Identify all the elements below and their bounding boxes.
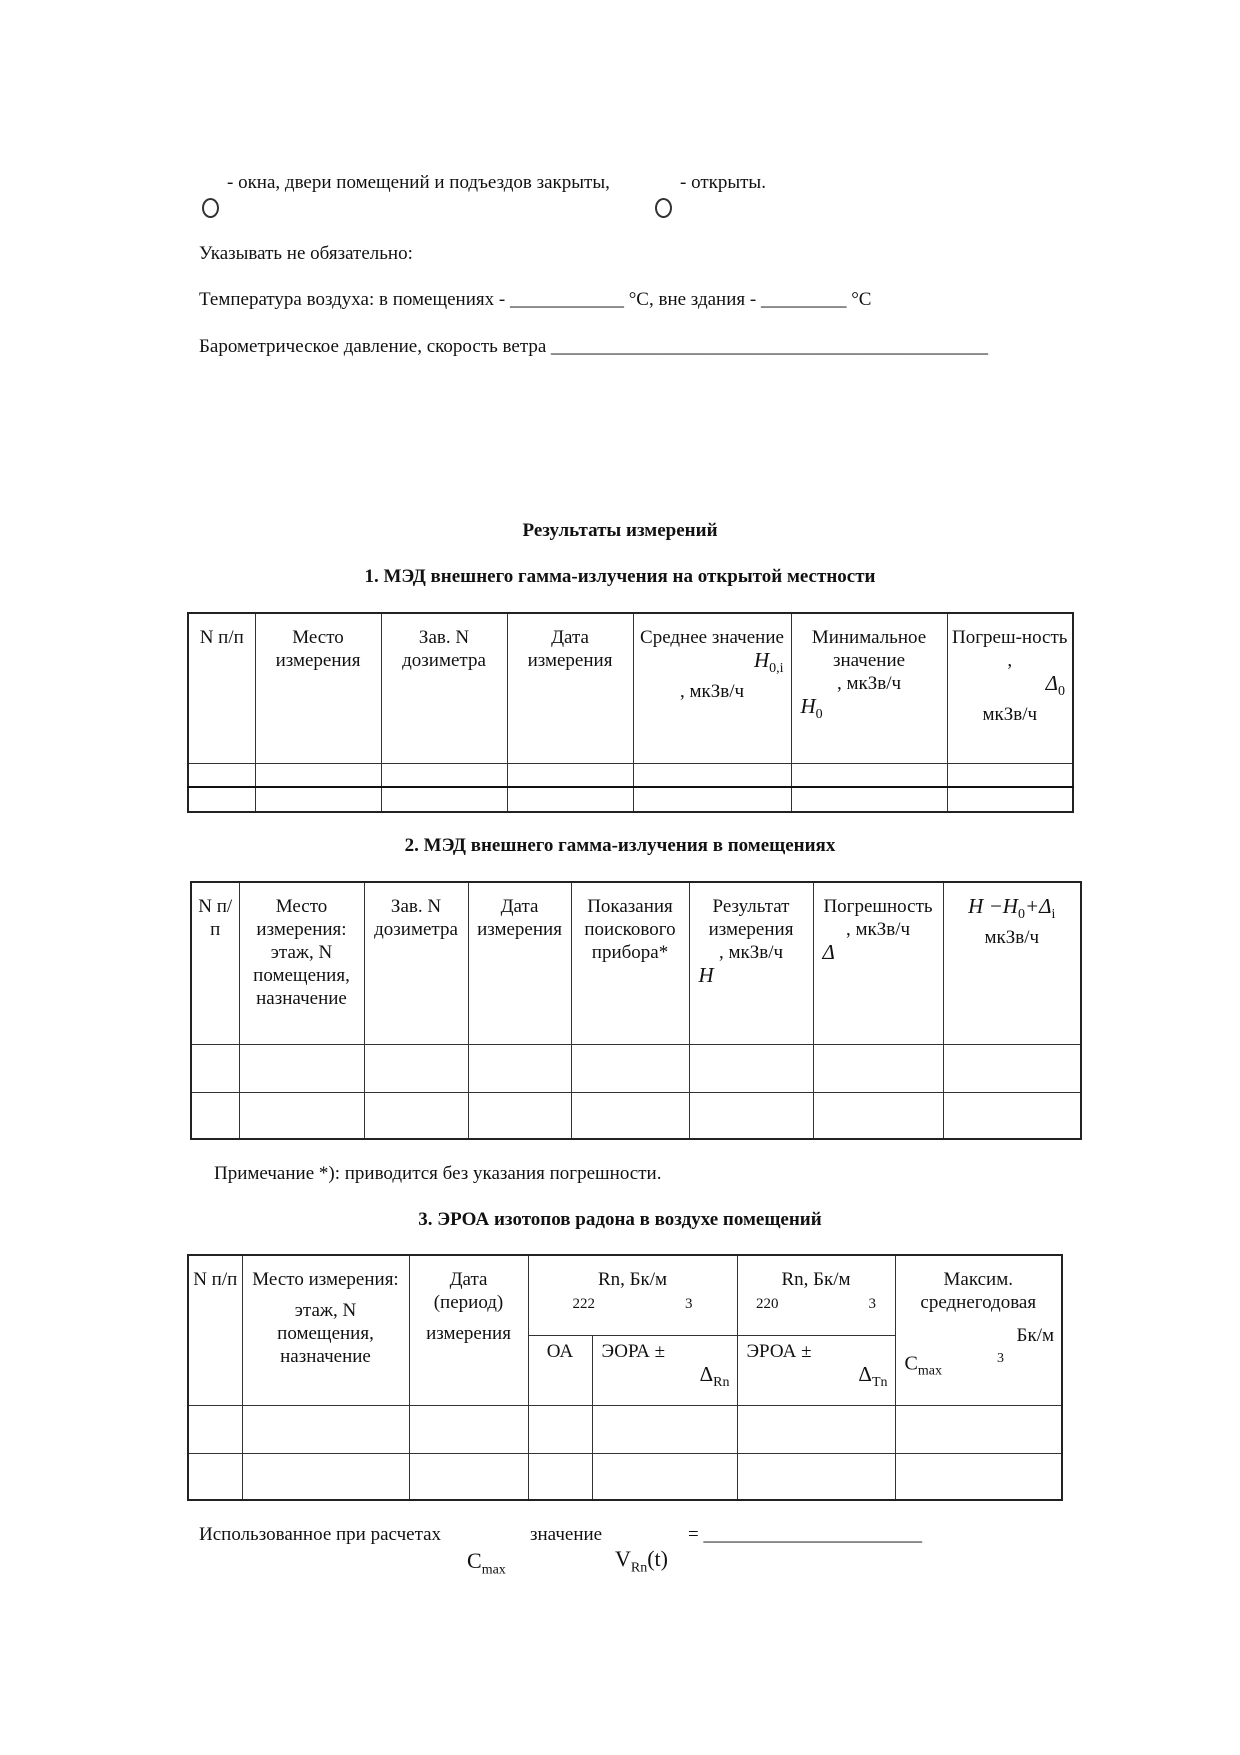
h0-symbol: $H_0$ xyxy=(800,694,823,723)
table-row xyxy=(188,1453,1062,1500)
table-outdoor xyxy=(187,612,1074,813)
header-place: Место измерения: этаж, N помещения, назначение xyxy=(239,882,364,1044)
note: Примечание *): приводится без указания погрешности. xyxy=(214,1163,662,1184)
open-circle-icon xyxy=(655,198,672,218)
section3-title: 3. ЭРОА изотопов радона в воздухе помещений xyxy=(418,1209,822,1230)
header-rn222: Rn, Бк/м 222 3 xyxy=(528,1255,737,1335)
section2-title: 2. МЭД внешнего гамма-излучения в помещениях xyxy=(404,835,836,856)
header-place: Место измерения xyxy=(255,613,381,763)
closed-legend: - окна, двери помещений и подъездов закрыты, xyxy=(227,172,610,193)
results-title: Результаты измерений xyxy=(522,520,718,541)
header-eora: ЭОРА ± $\Delta_{Rn}$ xyxy=(592,1335,737,1405)
footer-used: Использованное при расчетах xyxy=(199,1524,442,1545)
header-rn220: Rn, Бк/м 220 3 xyxy=(737,1255,895,1335)
table-row xyxy=(191,1044,1081,1092)
optional-label: Указывать не обязательно: xyxy=(199,243,413,264)
header-dosimeter: Зав. N дозиметра xyxy=(364,882,468,1044)
closed-circle-icon xyxy=(202,198,219,218)
footer-vrn: $V_{Rn}(t)$ xyxy=(615,1546,668,1576)
header-eroa: ЭРОА ± $\Delta_{Tn}$ xyxy=(737,1335,895,1405)
h0i-symbol: $H_{0,i}$ xyxy=(753,648,784,677)
footer-equals: = _______________________ xyxy=(688,1524,922,1545)
open-legend: - открыты. xyxy=(680,172,766,193)
header-search-reading: Показания поискового прибора* xyxy=(571,882,689,1044)
header-n: N п/п xyxy=(188,1255,242,1405)
section1-title: 1. МЭД внешнего гамма-излучения на открытой местности xyxy=(364,566,876,587)
header-n: N п/п xyxy=(191,882,239,1044)
table-row xyxy=(191,1092,1081,1139)
header-average: Среднее значение $H_{0,i}$ , мкЗв/ч xyxy=(633,613,791,763)
footer-value: значение xyxy=(530,1524,603,1545)
header-error: Погреш-ность , $\Delta_0$ мкЗв/ч xyxy=(947,613,1073,763)
pressure-line: Барометрическое давление, скорость ветра ______________________________________________ xyxy=(199,336,989,357)
header-place: Место измерения: этаж, N помещения, назначение xyxy=(242,1255,409,1405)
formula: $H -H_0+\Delta_i$ xyxy=(968,894,1056,923)
header-date: Дата измерения xyxy=(507,613,633,763)
header-cmax: Максим. среднегодовая Бк/м $C_{max}^3$ xyxy=(895,1255,1062,1405)
header-oa: ОА xyxy=(528,1335,592,1405)
header-result: Результат измерения , мкЗв/ч H xyxy=(689,882,813,1044)
header-dosimeter: Зав. N дозиметра xyxy=(381,613,507,763)
table-radon xyxy=(187,1254,1063,1501)
header-error: Погрешность , мкЗв/ч Δ xyxy=(813,882,943,1044)
temperature-line: Температура воздуха: в помещениях - ____________ °С, вне здания - _________ °С xyxy=(199,289,872,310)
delta-symbol: Δ xyxy=(822,940,835,964)
header-date: Дата (период) измерения xyxy=(409,1255,528,1405)
header-minimum: Минимальное значение , мкЗв/ч $H_0$ xyxy=(791,613,947,763)
header-formula: $H -H_0+\Delta_i$ мкЗв/ч xyxy=(943,882,1081,1044)
footer-cmax: $C_{max}$ xyxy=(467,1548,506,1578)
table-row xyxy=(188,787,1073,812)
delta0-symbol: $\Delta_0$ xyxy=(1045,671,1065,700)
h-symbol: H xyxy=(698,963,714,987)
table-indoor xyxy=(190,881,1082,1140)
header-n: N п/п xyxy=(188,613,255,763)
table-row xyxy=(188,763,1073,787)
header-date: Дата измерения xyxy=(468,882,571,1044)
table-row xyxy=(188,1405,1062,1453)
